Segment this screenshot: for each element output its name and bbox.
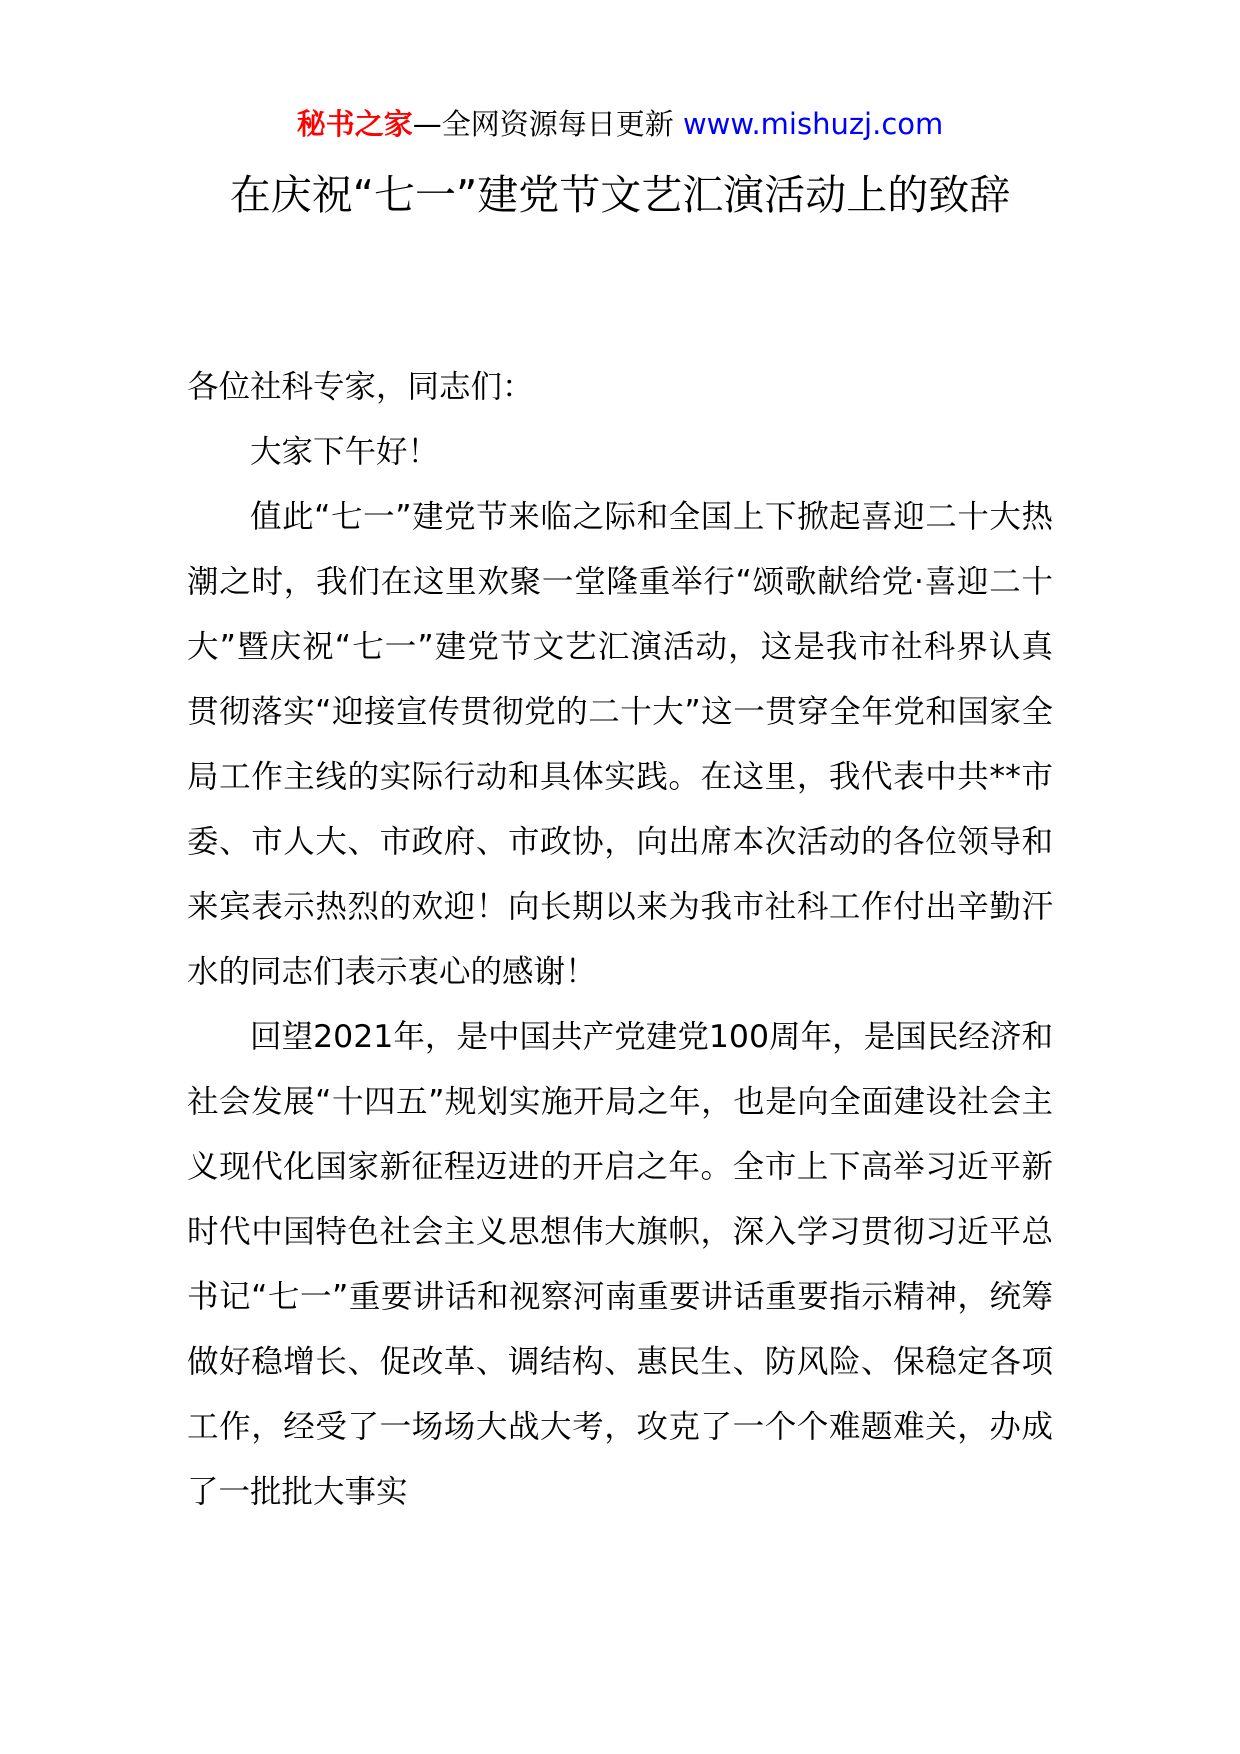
site-url-link[interactable]: www.mishuzj.com bbox=[682, 107, 944, 141]
document-title: 在庆祝“七一”建党节文艺汇演活动上的致辞 bbox=[229, 171, 1011, 219]
site-brand: 秘书之家 bbox=[296, 107, 413, 141]
paragraph-review: 回望2021年，是中国共产党建党100周年，是国民经济和社会发展“十四五”规划实施开局之年，也是向全面建设社会主义现代化国家新征程迈进的开启之年。全市上下高举习近平新时代中国特色社会主义思想伟大旗帜，深入学习贯彻习近平总书记“七一”重要讲话和视察河南重要讲话重要指示精神，统筹做好稳增长、促改革、调结构、惠民生、防风险、保稳定各项工作，经受了一场场大战大考，攻克了一个个难题难关，办成了一批批大事实 bbox=[187, 1019, 1053, 1510]
paragraph-welcome: 值此“七一”建党节来临之际和全国上下掀起喜迎二十大热潮之时，我们在这里欢聚一堂隆重举行“颂歌献给党·喜迎二十大”暨庆祝“七一”建党节文艺汇演活动，这是我市社科界认真贯彻落实“迎接宣传贯彻党的二十大”这一贯穿全年党和国家全局工作主线的实际行动和具体实践。在这里，我代表中共**市委、市人大、市政府、市政协，向出席本次活动的各位领导和来宾表示热烈的欢迎！向长期以来为我市社科工作付出辛勤汗水的同志们表示衷心的感谢！ bbox=[187, 499, 1053, 990]
paragraph-greeting: 大家下午好！ bbox=[250, 434, 440, 470]
site-banner bbox=[0, 104, 1240, 144]
salutation: 各位社科专家，同志们： bbox=[187, 369, 534, 405]
document-body bbox=[187, 355, 1053, 1525]
site-tagline: —全网资源每日更新 bbox=[412, 107, 683, 141]
